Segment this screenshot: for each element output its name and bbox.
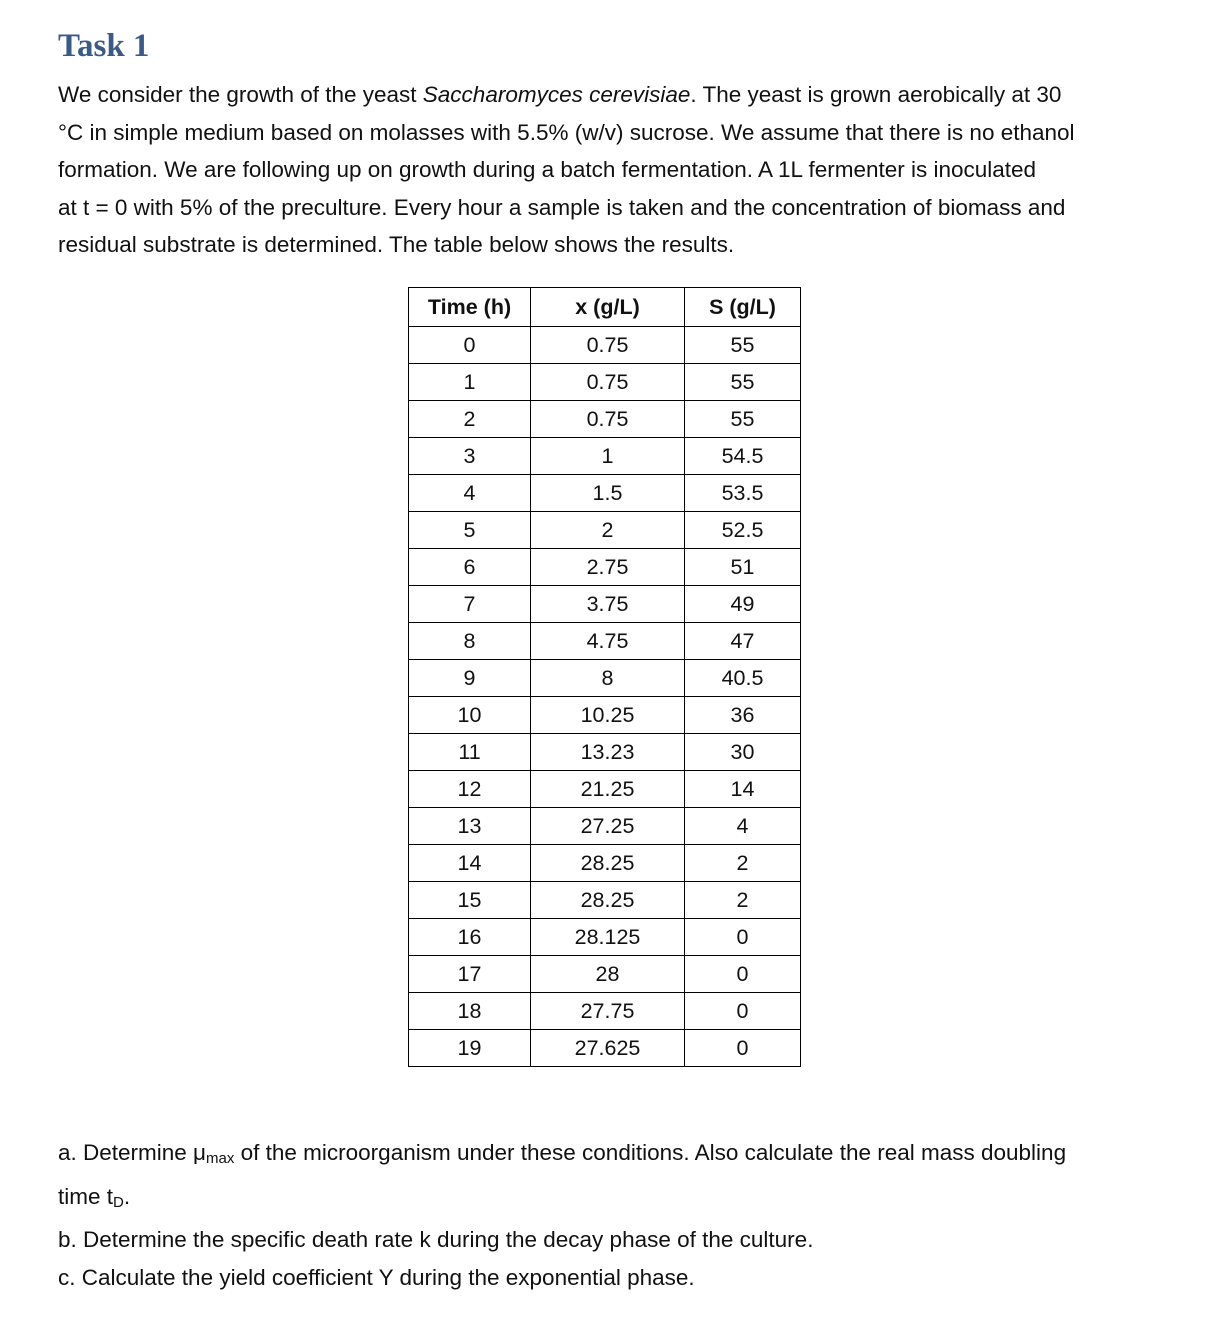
cell-biomass: 10.25 bbox=[531, 697, 685, 734]
cell-biomass: 28 bbox=[531, 956, 685, 993]
results-table bbox=[408, 287, 801, 1067]
question-text: a. Determine μ bbox=[58, 1140, 207, 1165]
cell-biomass: 0.75 bbox=[531, 327, 685, 364]
header-biomass: x (g/L) bbox=[531, 288, 685, 327]
subscript: D bbox=[113, 1193, 124, 1211]
table-row bbox=[409, 697, 801, 734]
table-body bbox=[409, 327, 801, 1067]
table-row bbox=[409, 438, 801, 475]
cell-biomass: 1 bbox=[531, 438, 685, 475]
table-row bbox=[409, 734, 801, 771]
cell-biomass: 1.5 bbox=[531, 475, 685, 512]
cell-time: 7 bbox=[409, 586, 531, 623]
header-time: Time (h) bbox=[409, 288, 531, 327]
table-header-row bbox=[409, 288, 801, 327]
subscript: max bbox=[206, 1150, 235, 1167]
question-c: c. Calculate the yield coefficient Y during the exponential phase. bbox=[58, 1264, 695, 1290]
cell-time: 13 bbox=[409, 808, 531, 845]
table-row bbox=[409, 549, 801, 586]
question-text: of the microorganism under these conditions. Also calculate the real mass doubling bbox=[234, 1140, 1067, 1165]
cell-substrate: 54.5 bbox=[685, 438, 801, 475]
cell-time: 10 bbox=[409, 697, 531, 734]
cell-biomass: 2.75 bbox=[531, 549, 685, 586]
cell-biomass: 8 bbox=[531, 660, 685, 697]
cell-substrate: 0 bbox=[685, 1030, 801, 1067]
cell-biomass: 3.75 bbox=[531, 586, 685, 623]
intro-text: . The yeast is grown aerobically at 30 bbox=[690, 82, 1062, 107]
cell-substrate: 0 bbox=[685, 956, 801, 993]
table-row bbox=[409, 993, 801, 1030]
cell-biomass: 28.125 bbox=[531, 919, 685, 956]
cell-biomass: 13.23 bbox=[531, 734, 685, 771]
cell-substrate: 0 bbox=[685, 993, 801, 1030]
cell-time: 1 bbox=[409, 364, 531, 401]
cell-substrate: 2 bbox=[685, 845, 801, 882]
intro-line-1 bbox=[58, 76, 1168, 114]
cell-time: 3 bbox=[409, 438, 531, 475]
cell-time: 16 bbox=[409, 919, 531, 956]
table-row bbox=[409, 808, 801, 845]
table-row bbox=[409, 475, 801, 512]
cell-substrate: 30 bbox=[685, 734, 801, 771]
cell-substrate: 55 bbox=[685, 364, 801, 401]
cell-substrate: 40.5 bbox=[685, 660, 801, 697]
cell-substrate: 49 bbox=[685, 586, 801, 623]
table-row bbox=[409, 956, 801, 993]
table-row bbox=[409, 1030, 801, 1067]
cell-time: 6 bbox=[409, 549, 531, 586]
task-title: Task 1 bbox=[58, 28, 150, 64]
cell-biomass: 28.25 bbox=[531, 845, 685, 882]
cell-substrate: 36 bbox=[685, 697, 801, 734]
cell-biomass: 27.75 bbox=[531, 993, 685, 1030]
intro-line-5: residual substrate is determined. The table below shows the results. bbox=[58, 232, 735, 257]
cell-time: 0 bbox=[409, 327, 531, 364]
cell-biomass: 27.25 bbox=[531, 808, 685, 845]
question-b: b. Determine the specific death rate k during the decay phase of the culture. bbox=[58, 1227, 814, 1252]
cell-biomass: 4.75 bbox=[531, 623, 685, 660]
table-row bbox=[409, 401, 801, 438]
cell-time: 14 bbox=[409, 845, 531, 882]
table-row bbox=[409, 586, 801, 623]
header-substrate: S (g/L) bbox=[685, 288, 801, 327]
question-text: time t bbox=[58, 1183, 114, 1209]
table-row bbox=[409, 327, 801, 364]
cell-substrate: 2 bbox=[685, 882, 801, 919]
question-a bbox=[58, 1134, 1168, 1178]
cell-time: 2 bbox=[409, 401, 531, 438]
cell-substrate: 52.5 bbox=[685, 512, 801, 549]
cell-biomass: 21.25 bbox=[531, 771, 685, 808]
table-row bbox=[409, 882, 801, 919]
question-a-line-2 bbox=[58, 1178, 1168, 1222]
questions bbox=[58, 1134, 1168, 1296]
cell-biomass: 0.75 bbox=[531, 364, 685, 401]
cell-biomass: 0.75 bbox=[531, 401, 685, 438]
cell-time: 17 bbox=[409, 956, 531, 993]
cell-time: 15 bbox=[409, 882, 531, 919]
intro-paragraph bbox=[58, 76, 1168, 264]
cell-time: 11 bbox=[409, 734, 531, 771]
cell-substrate: 0 bbox=[685, 919, 801, 956]
cell-substrate: 47 bbox=[685, 623, 801, 660]
table-row bbox=[409, 845, 801, 882]
intro-line-4: at t = 0 with 5% of the preculture. Every hour a sample is taken and the concentration of biomass and bbox=[58, 194, 1066, 220]
table-row bbox=[409, 771, 801, 808]
intro-line-3: formation. We are following up on growth during a batch fermentation. A 1L fermenter is inoculated bbox=[58, 157, 1037, 182]
cell-biomass: 27.625 bbox=[531, 1030, 685, 1067]
cell-time: 8 bbox=[409, 623, 531, 660]
cell-time: 18 bbox=[409, 993, 531, 1030]
cell-substrate: 51 bbox=[685, 549, 801, 586]
table-row bbox=[409, 364, 801, 401]
cell-substrate: 53.5 bbox=[685, 475, 801, 512]
cell-biomass: 2 bbox=[531, 512, 685, 549]
cell-substrate: 55 bbox=[685, 327, 801, 364]
table-row bbox=[409, 623, 801, 660]
cell-time: 12 bbox=[409, 771, 531, 808]
cell-time: 19 bbox=[409, 1030, 531, 1067]
table-row bbox=[409, 660, 801, 697]
question-text: . bbox=[123, 1183, 131, 1209]
species-name: Saccharomyces cerevisiae bbox=[422, 82, 691, 107]
intro-line-2: °C in simple medium based on molasses with 5.5% (w/v) sucrose. We assume that there is no ethanol bbox=[58, 119, 1075, 145]
cell-time: 4 bbox=[409, 475, 531, 512]
table-row bbox=[409, 512, 801, 549]
table-row bbox=[409, 919, 801, 956]
intro-text: We consider the growth of the yeast bbox=[58, 82, 423, 107]
cell-time: 5 bbox=[409, 512, 531, 549]
cell-time: 9 bbox=[409, 660, 531, 697]
cell-substrate: 14 bbox=[685, 771, 801, 808]
cell-substrate: 55 bbox=[685, 401, 801, 438]
cell-biomass: 28.25 bbox=[531, 882, 685, 919]
cell-substrate: 4 bbox=[685, 808, 801, 845]
